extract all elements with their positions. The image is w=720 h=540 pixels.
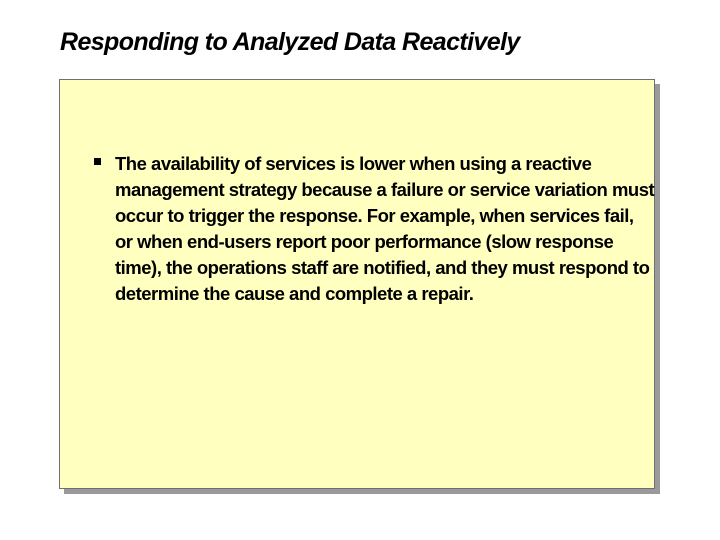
content-panel: [59, 79, 655, 489]
slide-title: Responding to Analyzed Data Reactively: [60, 28, 520, 56]
square-bullet-icon: [94, 158, 101, 165]
bullet-text: The availability of services is lower when using a reactive management strategy because a failure or service variation must occur to trigger the response. For example, when services fail, or when end-users report poor performance (slow response time), the operations staff are notified, and they must respond to determine the cause and complete a repair.: [115, 153, 655, 304]
